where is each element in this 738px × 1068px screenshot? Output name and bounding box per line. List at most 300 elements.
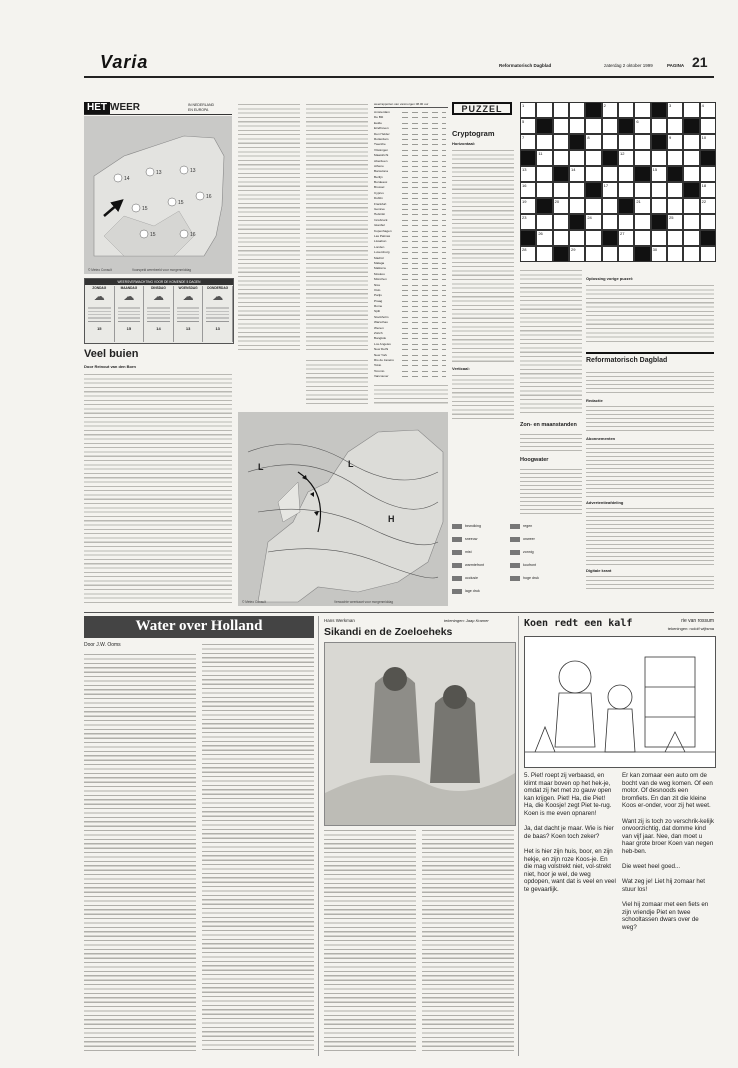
- grid-block: [634, 246, 650, 262]
- grid-cell[interactable]: [536, 246, 552, 262]
- city-name: Zürich: [374, 331, 383, 336]
- city-values: [402, 247, 446, 248]
- grid-block: [536, 118, 552, 134]
- cell-number: 17: [603, 183, 609, 188]
- grid-cell[interactable]: [634, 198, 650, 214]
- colofon-lines-5: [586, 574, 714, 592]
- city-values: [402, 161, 446, 162]
- forecast-day-name: MAANDAG: [120, 286, 138, 290]
- legend-item: [510, 559, 566, 571]
- water-byline: Door J.W. Ooms: [84, 642, 121, 648]
- grid-cell[interactable]: [520, 134, 536, 150]
- grid-cell[interactable]: [700, 198, 716, 214]
- forecast-day: [144, 286, 174, 342]
- water-banner: [84, 616, 314, 638]
- city-name: Moskou: [374, 271, 385, 276]
- grid-block: [683, 118, 699, 134]
- cell-number: 11: [538, 151, 543, 156]
- grid-cell[interactable]: [618, 246, 634, 262]
- cell-number: 20: [554, 199, 560, 204]
- city-name: New Delhi: [374, 347, 389, 352]
- city-name: Malaga: [374, 260, 385, 265]
- water-text-col1: [84, 652, 196, 1052]
- puzzel-clues-col2: [520, 268, 582, 416]
- grid-cell[interactable]: [634, 230, 650, 246]
- grid-cell[interactable]: [651, 150, 667, 166]
- city-name: Eindhoven: [374, 126, 389, 131]
- legend-symbol-icon: [452, 576, 462, 581]
- page-number: 21: [692, 54, 708, 70]
- weather-text-col4: [374, 383, 448, 405]
- grid-cell[interactable]: [651, 118, 667, 134]
- forecast-day: [174, 286, 204, 342]
- grid-cell[interactable]: [618, 230, 634, 246]
- grid-block: [683, 182, 699, 198]
- grid-cell[interactable]: [520, 166, 536, 182]
- legend-symbol-icon: [510, 550, 520, 555]
- svg-text:13: 13: [156, 170, 162, 176]
- netherlands-weather-map: [84, 116, 232, 274]
- grid-block: [651, 134, 667, 150]
- grid-cell[interactable]: [536, 230, 552, 246]
- grid-cell[interactable]: [585, 198, 601, 214]
- forecast-day-name: ZONDAG: [92, 286, 107, 290]
- city-name: Rome: [374, 304, 383, 309]
- city-name: Wenen: [374, 325, 384, 330]
- grid-cell[interactable]: [520, 118, 536, 134]
- grid-cell[interactable]: [667, 102, 683, 118]
- city-values: [402, 376, 446, 377]
- grid-cell[interactable]: [536, 150, 552, 166]
- forecast-box: [84, 278, 234, 344]
- puzzel-oplossing-label: Oplossing vorige puzzel:: [586, 276, 634, 281]
- legend-label: bewolking: [465, 524, 481, 528]
- city-values: [402, 139, 446, 140]
- grid-cell[interactable]: [683, 246, 699, 262]
- grid-cell[interactable]: [700, 118, 716, 134]
- grid-cell[interactable]: [667, 118, 683, 134]
- cell-number: 23: [522, 215, 527, 220]
- crossword-grid[interactable]: [520, 102, 716, 262]
- bottom-rule: [84, 612, 714, 613]
- grid-cell[interactable]: [553, 118, 569, 134]
- grid-cell[interactable]: [634, 118, 650, 134]
- city-name: Twenthe: [374, 142, 386, 147]
- grid-block: [651, 214, 667, 230]
- grid-cell[interactable]: [602, 198, 618, 214]
- city-values: [402, 317, 446, 318]
- europe-caption: Verwachte weerkaart voor morgenmiddag: [334, 599, 393, 604]
- weather-subtitle-2: EN EUROPA: [188, 108, 209, 112]
- colofon-abonnementen: Abonnementen: [586, 436, 616, 441]
- grid-cell[interactable]: [618, 150, 634, 166]
- svg-text:13: 13: [190, 168, 196, 174]
- kalf-author: rie van rossum: [681, 618, 714, 624]
- forecast-temp: 15: [126, 326, 132, 331]
- svg-text:15: 15: [142, 206, 148, 212]
- grid-cell[interactable]: [618, 182, 634, 198]
- legend-item: [510, 572, 566, 584]
- grid-cell[interactable]: [585, 166, 601, 182]
- city-values: [402, 236, 446, 237]
- grid-block: [602, 150, 618, 166]
- legend-symbol-icon: [510, 563, 520, 568]
- city-values: [402, 171, 446, 172]
- grid-cell[interactable]: [569, 150, 585, 166]
- city-values: [402, 311, 446, 312]
- grid-block: [569, 214, 585, 230]
- sikandi-illustration: [324, 642, 516, 826]
- grid-block: [667, 166, 683, 182]
- grid-cell[interactable]: [553, 198, 569, 214]
- city-values: [402, 338, 446, 339]
- city-rows: [374, 110, 448, 380]
- city-name: Innsbruck: [374, 217, 388, 222]
- europe-credit: © Meteo Consult: [242, 599, 266, 604]
- water-text-col2: [202, 642, 314, 1052]
- grid-block: [585, 182, 601, 198]
- grid-cell[interactable]: [553, 214, 569, 230]
- legend-symbol-icon: [510, 576, 520, 581]
- tides-text-2: [520, 467, 582, 515]
- colofon-box: [586, 352, 714, 594]
- city-name: Los Angeles: [374, 341, 391, 346]
- puzzel-oplossing-text: [586, 283, 714, 343]
- cell-number: 2: [603, 103, 606, 108]
- city-values: [402, 344, 446, 345]
- grid-cell[interactable]: [553, 134, 569, 150]
- grid-cell[interactable]: [520, 198, 536, 214]
- water-title: Water over Holland: [135, 618, 263, 634]
- grid-cell[interactable]: [569, 166, 585, 182]
- hoogwater-title: Hoogwater: [520, 457, 549, 463]
- grid-cell[interactable]: [520, 214, 536, 230]
- city-values: [402, 231, 446, 232]
- city-values: [402, 193, 446, 194]
- puzzel-clues-horizontaal: [452, 148, 514, 364]
- grid-block: [602, 230, 618, 246]
- city-table-header: weerrapporten van vanmorgen 08.00 uur: [374, 102, 448, 108]
- sikandi-title: Sikandi en de Zoeloeheks: [324, 626, 453, 638]
- legend-item: [452, 585, 508, 597]
- cell-number: 10: [701, 135, 707, 140]
- city-name: Genève: [374, 207, 385, 212]
- grid-cell[interactable]: [585, 246, 601, 262]
- grid-cell[interactable]: [602, 134, 618, 150]
- city-values: [402, 355, 446, 356]
- cell-number: 15: [652, 167, 658, 172]
- grid-cell[interactable]: [683, 150, 699, 166]
- city-values: [402, 306, 446, 307]
- city-values: [402, 333, 446, 334]
- city-name: Praag: [374, 298, 383, 303]
- grid-block: [618, 198, 634, 214]
- city-values: [402, 177, 446, 178]
- grid-cell[interactable]: [618, 166, 634, 182]
- grid-cell[interactable]: [634, 134, 650, 150]
- cell-number: 4: [701, 103, 704, 108]
- cell-number: 13: [522, 167, 527, 172]
- cell-number: 21: [636, 199, 641, 204]
- header-rule: [84, 76, 714, 78]
- grid-block: [553, 246, 569, 262]
- sikandi-illustration-svg: [325, 643, 515, 825]
- grid-cell[interactable]: [602, 118, 618, 134]
- cell-number: 19: [522, 199, 527, 204]
- grid-cell[interactable]: [553, 182, 569, 198]
- forecast-days: [85, 286, 233, 342]
- tides-box: [520, 422, 582, 516]
- city-name: Vancouver: [374, 374, 389, 379]
- grid-cell[interactable]: [683, 134, 699, 150]
- weather-text-col3: [306, 102, 368, 350]
- svg-text:15: 15: [150, 232, 156, 238]
- city-name: Bordeaux: [374, 180, 388, 185]
- weather-text-col2: [238, 102, 300, 350]
- city-values: [402, 349, 446, 350]
- grid-cell[interactable]: [602, 182, 618, 198]
- city-values: [402, 112, 446, 113]
- grid-cell[interactable]: [683, 230, 699, 246]
- city-values: [402, 290, 446, 291]
- weather-article-text: [84, 372, 232, 606]
- forecast-day: [85, 286, 115, 342]
- grid-cell[interactable]: [569, 246, 585, 262]
- legend-item: [452, 520, 508, 532]
- legend-item: [510, 546, 566, 558]
- legend-symbol-icon: [452, 550, 462, 555]
- forecast-day-name: DINSDAG: [151, 286, 166, 290]
- grid-block: [700, 150, 716, 166]
- pagina-label: PAGINA: [667, 63, 685, 68]
- grid-cell[interactable]: [553, 230, 569, 246]
- grid-cell[interactable]: [651, 246, 667, 262]
- grid-cell[interactable]: [683, 198, 699, 214]
- grid-cell[interactable]: [700, 102, 716, 118]
- city-values: [402, 322, 446, 323]
- city-name: New York: [374, 352, 388, 357]
- grid-cell[interactable]: [585, 150, 601, 166]
- colofon-lines-3: [586, 442, 714, 498]
- grid-cell[interactable]: [683, 214, 699, 230]
- grid-cell[interactable]: [667, 182, 683, 198]
- divider-kalf: [518, 616, 519, 1056]
- grid-cell[interactable]: [700, 214, 716, 230]
- city-values: [402, 328, 446, 329]
- puzzel-verticaal-label: Verticaal:: [452, 366, 470, 371]
- city-name: Brussel: [374, 185, 385, 190]
- cell-number: 16: [522, 183, 527, 188]
- city-name: Londen: [374, 244, 385, 249]
- grid-cell[interactable]: [683, 166, 699, 182]
- sikandi-author: Hans Werkman: [324, 618, 355, 623]
- city-name: Oslo: [374, 287, 381, 292]
- city-values: [402, 263, 446, 264]
- legend-item: [452, 546, 508, 558]
- colofon-advertenties: Advertentieafdeling: [586, 500, 624, 505]
- grid-cell[interactable]: [585, 214, 601, 230]
- city-name: Frankfurt: [374, 201, 387, 206]
- grid-cell[interactable]: [700, 182, 716, 198]
- grid-cell[interactable]: [602, 166, 618, 182]
- grid-cell[interactable]: [553, 150, 569, 166]
- colofon-lines-1: [586, 370, 714, 396]
- weather-headline: Veel buien: [84, 348, 139, 360]
- header-date: zaterdag 2 oktober 1999: [604, 63, 653, 68]
- city-name: Maastricht: [374, 153, 389, 158]
- grid-cell[interactable]: [618, 102, 634, 118]
- grid-cell[interactable]: [651, 166, 667, 182]
- forecast-detail-lines: [147, 306, 170, 324]
- kalf-text-right: Er kan zomaar een auto om de bocht van de weg komen. Of een motor. Of desnoods een bromfiets. En dan zit die kleine Koos er-onder, voor zij het weet. Want zij is toch zo verschrik-kelijk onvoorzichtig, dat domme kind van vijf jaar. Nee, dan moet u haar grote broer Koen van negen heb-ben. Die weet heel goed... Wat zeg je! Liet hij zomaar het stuur los! Viel hij zomaar met een fiets en zijn vriendje Piet en twee schooltassen dwars over de weg?: [622, 772, 714, 931]
- city-name: Luxemburg: [374, 250, 390, 255]
- grid-cell[interactable]: [569, 182, 585, 198]
- city-name: Parijs: [374, 293, 382, 298]
- grid-cell[interactable]: [536, 166, 552, 182]
- tides-title: Zon- en maanstanden: [520, 422, 577, 428]
- puzzel-subtitle: Cryptogram: [452, 129, 495, 138]
- weather-byline: Door Reinout van den Born: [84, 364, 136, 369]
- europe-map-svg: [238, 412, 448, 606]
- cell-number: 18: [701, 183, 707, 188]
- grid-cell[interactable]: [618, 134, 634, 150]
- cell-number: 14: [571, 167, 576, 172]
- cloud-icon: ☁: [212, 291, 224, 303]
- grid-block: [536, 198, 552, 214]
- city-name: Toronto: [374, 368, 385, 373]
- grid-block: [553, 166, 569, 182]
- forecast-day: [203, 286, 233, 342]
- grid-cell[interactable]: [667, 230, 683, 246]
- grid-cell[interactable]: [569, 102, 585, 118]
- city-name: Kopenhagen: [374, 228, 392, 233]
- grid-cell[interactable]: [520, 102, 536, 118]
- city-values: [402, 214, 446, 215]
- cell-number: 8: [587, 135, 590, 140]
- grid-cell[interactable]: [520, 182, 536, 198]
- legend-symbol-icon: [452, 589, 462, 594]
- city-values: [402, 204, 446, 205]
- legend-item: [452, 559, 508, 571]
- city-name: Split: [374, 309, 381, 314]
- grid-cell[interactable]: [634, 214, 650, 230]
- city-values: [402, 301, 446, 302]
- cell-number: 25: [669, 215, 674, 220]
- cell-number: 27: [620, 231, 625, 236]
- grid-cell[interactable]: [667, 134, 683, 150]
- grid-cell[interactable]: [536, 134, 552, 150]
- city-name: Den Helder: [374, 131, 390, 136]
- cloud-icon: ☁: [123, 291, 135, 303]
- cell-number: 3: [669, 103, 672, 108]
- city-name: Istanbul: [374, 223, 385, 228]
- grid-cell[interactable]: [634, 182, 650, 198]
- legend-label: koufront: [523, 563, 536, 567]
- city-values: [402, 198, 446, 199]
- grid-cell[interactable]: [585, 230, 601, 246]
- grid-cell[interactable]: [667, 214, 683, 230]
- legend-symbol-icon: [452, 524, 462, 529]
- grid-cell[interactable]: [700, 134, 716, 150]
- divider-sikandi: [318, 616, 319, 1056]
- colofon-lines-4: [586, 506, 714, 566]
- colofon-digitaal: Digitale krant: [586, 568, 612, 573]
- section-title: Varia: [100, 52, 149, 72]
- grid-cell[interactable]: [585, 134, 601, 150]
- city-name: Dublin: [374, 196, 383, 201]
- city-values: [402, 279, 446, 280]
- grid-cell[interactable]: [585, 118, 601, 134]
- cell-number: 1: [522, 103, 525, 108]
- legend-label: sneeuw: [465, 537, 478, 541]
- grid-cell[interactable]: [683, 102, 699, 118]
- city-values: [402, 166, 446, 167]
- grid-cell[interactable]: [569, 230, 585, 246]
- grid-cell[interactable]: [651, 198, 667, 214]
- svg-text:L: L: [348, 459, 354, 469]
- grid-cell[interactable]: [651, 182, 667, 198]
- legend-label: zonnig: [523, 550, 534, 554]
- forecast-temp: 13: [185, 326, 191, 331]
- grid-cell[interactable]: [520, 246, 536, 262]
- kalf-title: Koen redt een kalf: [524, 618, 633, 629]
- city-name: Warschau: [374, 320, 388, 325]
- city-values: [402, 182, 446, 183]
- grid-cell[interactable]: [536, 182, 552, 198]
- grid-cells: [520, 102, 716, 262]
- city-values: [402, 295, 446, 296]
- grid-cell[interactable]: [634, 102, 650, 118]
- city-name: Vlissingen: [374, 147, 389, 152]
- grid-cell[interactable]: [553, 102, 569, 118]
- colofon-redactie: Redactie: [586, 398, 603, 403]
- cloud-icon: ☁: [152, 291, 164, 303]
- grid-cell[interactable]: [700, 246, 716, 262]
- grid-cell[interactable]: [667, 198, 683, 214]
- svg-text:H: H: [388, 514, 395, 524]
- city-row: [374, 374, 448, 379]
- tides-text-1: [520, 432, 582, 454]
- svg-text:15: 15: [178, 200, 184, 206]
- city-values: [402, 252, 446, 253]
- grid-block: [520, 230, 536, 246]
- sikandi-illustrator: tekeningen: Jaap Kramer: [444, 618, 489, 623]
- legend-label: onweer: [523, 537, 535, 541]
- grid-cell[interactable]: [651, 230, 667, 246]
- grid-cell[interactable]: [667, 246, 683, 262]
- grid-cell[interactable]: [618, 214, 634, 230]
- grid-cell[interactable]: [700, 166, 716, 182]
- grid-cell[interactable]: [602, 102, 618, 118]
- city-name: Athene: [374, 163, 384, 168]
- grid-cell[interactable]: [569, 118, 585, 134]
- grid-cell[interactable]: [536, 102, 552, 118]
- grid-cell[interactable]: [602, 214, 618, 230]
- grid-block: [700, 230, 716, 246]
- grid-cell[interactable]: [569, 198, 585, 214]
- puzzel-title: PUZZEL: [452, 102, 512, 115]
- city-values: [402, 123, 446, 124]
- forecast-day: [115, 286, 145, 342]
- grid-cell[interactable]: [634, 150, 650, 166]
- legend-item: [510, 520, 566, 532]
- grid-cell[interactable]: [536, 214, 552, 230]
- city-values: [402, 150, 446, 151]
- grid-cell[interactable]: [667, 150, 683, 166]
- grid-cell[interactable]: [602, 246, 618, 262]
- forecast-title: WEERSVERWACHTING VOOR DE KOMENDE 5 DAGEN: [85, 279, 233, 285]
- sikandi-text-col2: [422, 828, 514, 1052]
